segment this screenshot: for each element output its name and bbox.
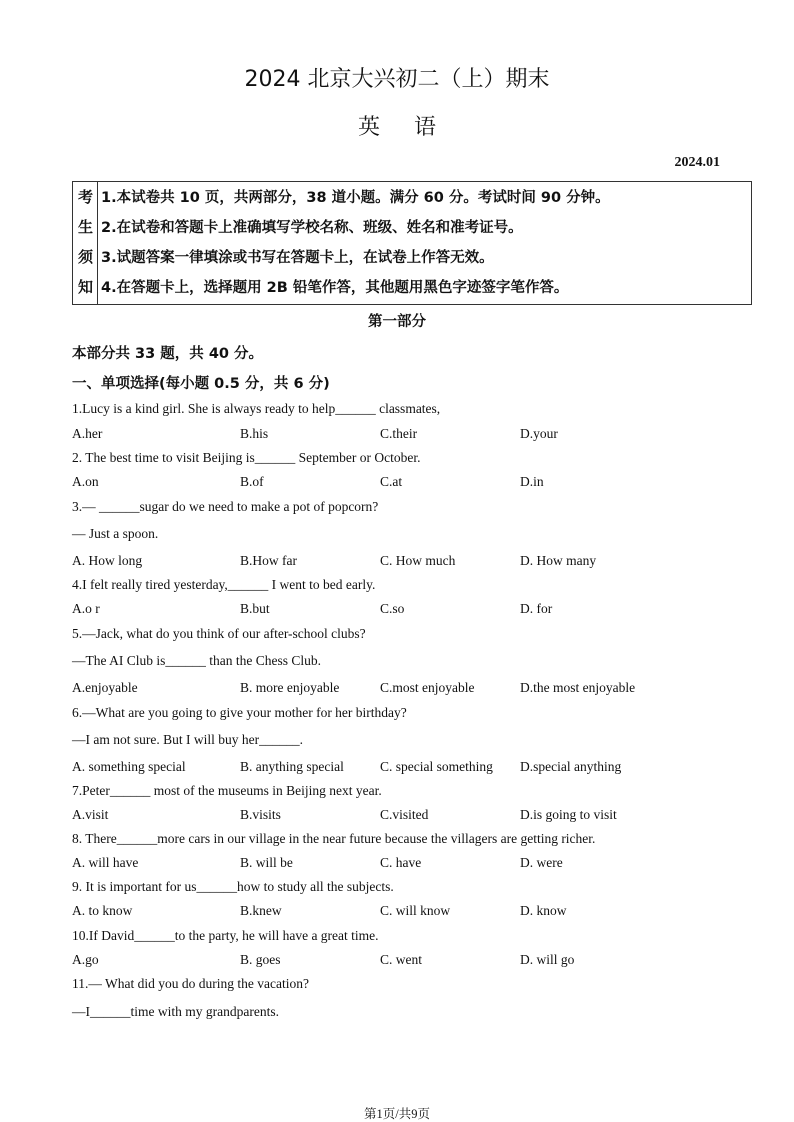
option-c: C.their [380,426,418,441]
option-b: B.but [240,601,270,616]
question-reply: —The AI Club is______ than the Chess Club. [72,653,321,668]
notice-label-char: 知 [77,278,93,296]
option-a: A.visit [72,807,109,822]
page-title: 2024 北京大兴初二（上）期末 [244,67,550,92]
option-a: A. will have [72,855,139,870]
option-c: C.most enjoyable [380,680,475,695]
option-c: C.at [380,474,403,489]
option-d: D.your [520,426,558,441]
option-d: D.special anything [520,759,622,774]
option-a: A. How long [72,553,143,568]
part-info: 本部分共 33 题，共 40 分。 [72,346,264,362]
option-c: C. How much [380,553,456,568]
option-d: D.in [520,474,544,489]
option-d: D.is going to visit [520,807,617,822]
option-c: C. will know [380,903,451,918]
option-b: B. anything special [240,759,344,774]
option-d: D. were [520,855,563,870]
question-text: 1.Lucy is a kind girl. She is always ready to help______ classmates, [72,401,441,416]
question-text: 2. The best time to visit Beijing is______ September or October. [72,450,421,465]
notice-label-column [73,182,98,304]
notice-box [72,181,752,305]
question-reply: — Just a spoon. [72,526,159,541]
option-b: B. more enjoyable [240,680,340,695]
question-text: 9. It is important for us______how to study all the subjects. [72,879,394,894]
option-d: D. for [520,601,553,616]
notice-label-char: 生 [77,218,93,236]
question-reply: —I am not sure. But I will buy her______. [72,732,303,747]
option-a: A.enjoyable [72,680,138,695]
notice-line: 4.在答题卡上，选择题用 2B 铅笔作答，其他题用黑色字迹签字笔作答。 [101,280,569,296]
notice-line: 3.试题答案一律填涂或书写在答题卡上，在试卷上作答无效。 [101,250,494,266]
option-a: A. something special [72,759,186,774]
option-b: B.visits [240,807,281,822]
question-text: 3.— ______sugar do we need to make a pot of popcorn? [72,499,379,514]
option-a: A.go [72,952,99,967]
question-text: 6.—What are you going to give your mother for her birthday? [72,705,407,720]
option-c: C. went [380,952,422,967]
question-text: 5.—Jack, what do you think of our after-school clubs? [72,626,366,641]
option-a: A.o r [72,601,100,616]
notice-line: 2.在试卷和答题卡上准确填写学校名称、班级、姓名和准考证号。 [101,220,523,236]
option-d: D. know [520,903,567,918]
option-c: C.visited [380,807,429,822]
question-text: 10.If David______to the party, he will have a great time. [72,928,379,943]
question-text: 7.Peter______ most of the museums in Beijing next year. [72,783,382,798]
option-b: B.his [240,426,269,441]
notice-line: 1.本试卷共 10 页，共两部分，38 道小题。满分 60 分。考试时间 90 分钟。 [101,190,610,206]
option-a: A. to know [72,903,133,918]
part-title: 第一部分 [368,314,426,330]
question-text: 8. There______more cars in our village in the near future because the villagers are getting richer. [72,831,596,846]
option-d: D.the most enjoyable [520,680,636,695]
option-b: B. goes [240,952,281,967]
option-c: C. special something [380,759,493,774]
option-a: A.on [72,474,99,489]
notice-label-char: 须 [77,248,93,266]
page-footer: 第1页/共9页 [364,1107,430,1121]
question-text: 11.— What did you do during the vacation? [72,976,309,991]
question-text: 4.I felt really tired yesterday,______ I went to bed early. [72,577,376,592]
subject-title: 英语 [357,115,470,140]
option-c: C.so [380,601,405,616]
option-a: A.her [72,426,103,441]
option-d: D. will go [520,952,575,967]
section-title: 一、单项选择(每小题 0.5 分，共 6 分) [72,376,330,392]
exam-date: 2024.01 [674,155,720,170]
option-d: D. How many [520,553,597,568]
option-b: B.knew [240,903,282,918]
question-reply: —I______time with my grandparents. [72,1004,279,1019]
option-c: C. have [380,855,422,870]
option-b: B.How far [240,553,297,568]
option-b: B.of [240,474,264,489]
option-b: B. will be [240,855,293,870]
notice-label-char: 考 [77,188,93,206]
